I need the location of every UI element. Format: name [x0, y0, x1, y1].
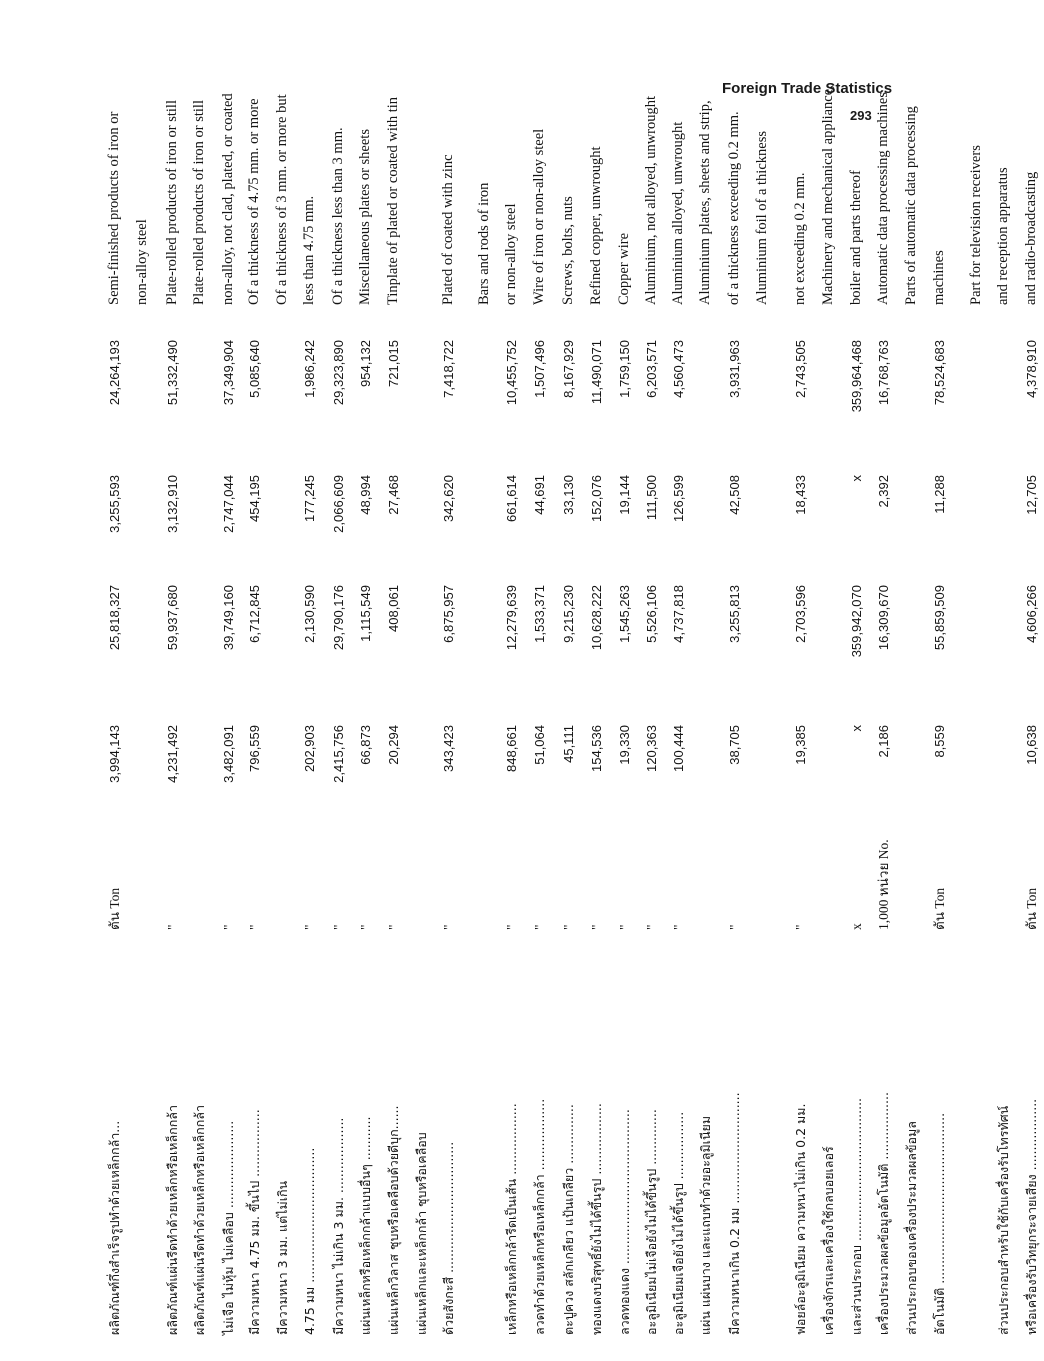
value-2001: 59,937,680 — [165, 585, 180, 651]
quantity-2001: 3,482,091 — [221, 725, 236, 783]
english-description: Automatic data processing machines — [875, 91, 891, 305]
thai-description: แผ่นเหล็กหรือเหล็กกล้าแบบอื่นๆ ........... — [358, 1116, 373, 1335]
quantity-2001: 154,536 — [589, 725, 604, 772]
value-2002: 7,418,722 — [441, 340, 456, 398]
quantity-2002: 2,066,609 — [331, 475, 346, 533]
english-description: Machinery and mechanical appliance, — [820, 85, 836, 305]
thai-description: ส่วนประกอบสำหรับใช้กับเครื่องรับโทรทัศน์ — [996, 1105, 1011, 1335]
quantity-2002: 33,130 — [561, 475, 576, 515]
quantity-2002: 111,500 — [644, 475, 659, 521]
value-2001: 29,790,176 — [331, 585, 346, 651]
value-2002: 37,349,904 — [221, 340, 236, 406]
table-row — [187, 100, 212, 1335]
quantity-2001: 343,423 — [441, 725, 456, 772]
quantity-2001: 66,873 — [358, 725, 373, 765]
thai-description: ด้วยสังกะสี ................................. — [441, 1141, 456, 1335]
table-row — [102, 111, 127, 1335]
value-2002: 10,455,752 — [504, 340, 519, 406]
quantity-2001: 45,111 — [561, 725, 576, 763]
unit-cell: ตัน Ton — [932, 887, 947, 930]
value-2002: 51,332,490 — [165, 340, 180, 406]
thai-description: และส่วนประกอบ .................................... — [849, 1097, 864, 1335]
thai-description: แผ่น แผ่นบาง และแถบทำด้วยอะลูมิเนียม — [698, 1115, 713, 1335]
thai-description: ลวดทองแดง ....................................... — [617, 1109, 632, 1335]
table-row — [499, 140, 524, 1335]
table-row — [527, 128, 552, 1335]
table-row — [353, 129, 378, 1335]
table-row — [991, 140, 1016, 1335]
table-row — [409, 140, 434, 1335]
value-2001: 6,875,957 — [441, 585, 456, 643]
table-row — [871, 91, 896, 1335]
english-description: non-alloy, not clad, plated, or coated — [220, 93, 236, 305]
unit-cell: " — [386, 924, 401, 930]
quantity-2002: 177,245 — [302, 475, 317, 522]
english-description: machines — [931, 250, 947, 305]
value-2002: 359,964,468 — [849, 340, 864, 413]
english-description: Semi-finished products of iron or — [106, 111, 122, 305]
thai-description: มีความหนาเกิน 0.2 มม ............................ — [727, 1092, 742, 1335]
quantity-2002: 12,705 — [1024, 475, 1039, 515]
value-2002: 3,931,963 — [727, 340, 742, 398]
english-description: of a thickness exceeding 0.2 mm. — [726, 111, 742, 305]
value-2001: 25,818,327 — [107, 585, 122, 651]
thai-description: ผลิตภัณฑ์กึ่งสำเร็จรูปทำด้วยเหล็กกล้า... — [107, 1120, 122, 1335]
english-description: and reception apparatus — [995, 167, 1011, 305]
quantity-2001: 202,903 — [302, 725, 317, 772]
unit-cell: " — [358, 924, 373, 930]
quantity-2002: 454,195 — [247, 475, 262, 522]
table-row — [927, 140, 952, 1335]
table-row — [750, 131, 775, 1335]
unit-cell: 1,000 หน่วย No. — [876, 839, 891, 930]
english-description: Of a thickness less than 3 mm. — [330, 127, 346, 305]
table-row — [270, 94, 295, 1335]
quantity-2001: 2,186 — [876, 725, 891, 758]
value-2002: 2,743,505 — [793, 340, 808, 398]
thai-description: เหล็กหรือเหล็กกล้ารีดเป็นเส้น .................. — [504, 1103, 519, 1335]
thai-description: ส่วนประกอบของเครื่องประมวลผลข้อมูล — [904, 1121, 919, 1335]
english-description: less than 4.75 mm. — [301, 195, 317, 305]
value-2001: 55,859,509 — [932, 585, 947, 651]
value-2001: 9,215,230 — [561, 585, 576, 643]
quantity-2001: 19,385 — [793, 725, 808, 765]
unit-cell: " — [504, 924, 519, 930]
unit-cell: " — [331, 924, 346, 930]
quantity-2001: 3,994,143 — [107, 725, 122, 783]
english-description: Copper wire — [616, 232, 632, 305]
english-description: and radio-broadcasting — [1023, 171, 1039, 305]
value-2001: 12,279,639 — [504, 585, 519, 651]
page-number: 293 — [850, 108, 872, 123]
thai-description: อัตโนมัติ ........................................... — [932, 1112, 947, 1335]
table-row — [297, 140, 322, 1335]
value-2002: 11,490,071 — [589, 340, 604, 405]
quantity-2002: 661,614 — [504, 475, 519, 522]
unit-cell: " — [671, 924, 686, 930]
thai-description: ตะปูควง สลักเกลียว แป้นเกลียว ............... — [561, 1104, 576, 1335]
english-description: Aluminium plates, sheets and strip, — [697, 100, 713, 305]
value-2002: 1,986,242 — [302, 340, 317, 398]
quantity-2002: 44,691 — [532, 475, 547, 515]
value-2002: 6,203,571 — [644, 340, 659, 398]
value-2001: 4,606,266 — [1024, 585, 1039, 643]
unit-cell: " — [617, 924, 632, 930]
quantity-2002: 2,392 — [876, 475, 891, 508]
table-row — [216, 93, 241, 1335]
thai-description: ลวดทำด้วยเหล็กหรือเหล็กกล้า .................. — [532, 1098, 547, 1335]
quantity-2001: 120,363 — [644, 725, 659, 772]
quantity-2001: 2,415,756 — [331, 725, 346, 783]
english-description: Plate-rolled products of iron or still — [164, 100, 180, 305]
english-description: boiler and parts thereof — [848, 170, 864, 305]
table-row — [844, 140, 869, 1335]
value-2002: 4,378,910 — [1024, 340, 1039, 398]
value-2002: 1,759,150 — [617, 340, 632, 398]
thai-description: ไม่เจือ ไม่หุ้ม ไม่เคลือบ ...................... — [221, 1120, 236, 1335]
table-row — [722, 111, 747, 1335]
unit-cell: " — [302, 924, 317, 930]
unit-cell: " — [727, 924, 742, 930]
thai-description: มีความหนา ไม่เกิน 3 มม. ................... — [331, 1117, 346, 1335]
value-2001: 359,942,070 — [849, 585, 864, 658]
table-row — [381, 96, 406, 1335]
unit-cell: " — [793, 924, 808, 930]
value-2001: 408,061 — [386, 585, 401, 632]
table-row — [612, 140, 637, 1335]
value-2002: 5,085,640 — [247, 340, 262, 398]
thai-description: มีความหนา 4.75 มม. ขึ้นไป ................. — [247, 1109, 262, 1335]
table-row — [436, 140, 461, 1335]
table-row — [130, 140, 155, 1335]
table-row — [556, 140, 581, 1335]
quantity-2002: 126,599 — [671, 475, 686, 522]
english-description: Bars and rods of iron — [476, 182, 492, 305]
quantity-2002: 3,255,593 — [107, 475, 122, 533]
english-description: Of a thickness of 4.75 mm. or more — [246, 98, 262, 305]
thai-description: แผ่นเหล็กและเหล็กกล้า ชุบหรือเคลือบ — [414, 1132, 429, 1335]
unit-cell: ตัน Ton — [1024, 887, 1039, 930]
unit-cell: " — [561, 924, 576, 930]
value-2002: 1,507,496 — [532, 340, 547, 398]
unit-cell: " — [165, 924, 180, 930]
thai-description: มีความหนา 3 มม. แต่ไม่เกิน — [275, 1180, 290, 1335]
english-description: Aluminium foil of a thickness — [754, 131, 770, 305]
table-row — [899, 106, 924, 1335]
english-description: Of a thickness of 3 mm. or more but — [274, 94, 290, 305]
unit-cell: " — [441, 924, 456, 930]
quantity-2001: 19,330 — [617, 725, 632, 765]
quantity-2002: 3,132,910 — [165, 475, 180, 533]
table-row — [788, 140, 813, 1335]
value-2002: 8,167,929 — [561, 340, 576, 398]
quantity-2001: 8,559 — [932, 725, 947, 758]
thai-description: ผลิตภัณฑ์แผ่นรีดทำด้วยเหล็กหรือเหล็กกล้า — [165, 1105, 180, 1335]
value-2002: 16,768,763 — [876, 340, 891, 406]
thai-description: อะลูมิเนียมไม่เจือยังไม่ได้ขึ้นรูป .............. — [644, 1109, 659, 1335]
value-2002: 78,524,683 — [932, 340, 947, 406]
english-description: not exceeding 0.2 mm. — [792, 172, 808, 305]
unit-cell: " — [644, 924, 659, 930]
value-2002: 4,560,473 — [671, 340, 686, 398]
thai-description: เครื่องประมวลผลข้อมูลอัตโนมัติ ................. — [876, 1092, 891, 1335]
english-description: or non-alloy steel — [503, 203, 519, 305]
table-row — [816, 85, 841, 1335]
quantity-2002: 342,620 — [441, 475, 456, 522]
quantity-2002: x — [849, 475, 864, 482]
table-row — [242, 98, 267, 1335]
unit-cell: x — [849, 923, 864, 930]
quantity-2002: 42,508 — [727, 475, 742, 515]
unit-cell: " — [221, 924, 236, 930]
value-2002: 29,323,890 — [331, 340, 346, 406]
table-row — [160, 100, 185, 1335]
table-row — [666, 121, 691, 1335]
value-2001: 1,115,549 — [358, 585, 373, 642]
thai-description: 4.75 มม .................................. — [302, 1147, 317, 1335]
unit-cell: ตัน Ton — [107, 887, 122, 930]
english-description: Parts of automatic data processing — [903, 106, 919, 305]
english-description: Refined copper, unwrought — [588, 146, 604, 305]
quantity-2002: 27,468 — [386, 475, 401, 515]
value-2001: 2,130,590 — [302, 585, 317, 643]
value-2001: 4,737,818 — [671, 585, 686, 643]
value-2001: 10,628,222 — [589, 585, 604, 651]
quantity-2001: 4,231,492 — [165, 725, 180, 783]
quantity-2002: 19,144 — [617, 475, 632, 515]
running-header-title: Foreign Trade Statistics — [722, 80, 893, 97]
quantity-2002: 2,747,044 — [221, 475, 236, 533]
thai-description: อะลูมิเนียมเจือยังไม่ได้ขึ้นรูป ................. — [671, 1111, 686, 1335]
quantity-2001: 38,705 — [727, 725, 742, 765]
quantity-2001: 100,444 — [671, 725, 686, 772]
quantity-2002: 48,994 — [358, 475, 373, 515]
english-description: Tinplate of plated or coated with tin — [385, 96, 401, 305]
quantity-2002: 152,076 — [589, 475, 604, 522]
value-2002: 954,132 — [358, 340, 373, 387]
thai-description: ผลิตภัณฑ์แผ่นรีดทำด้วยเหล็กหรือเหล็กกล้า — [192, 1105, 207, 1335]
value-2001: 3,255,813 — [727, 585, 742, 643]
english-description: Part for television receivers — [968, 145, 984, 305]
quantity-2001: 51,064 — [532, 725, 547, 765]
quantity-2001: 796,559 — [247, 725, 262, 772]
english-description: Screws, bolts, nuts — [560, 196, 576, 305]
quantity-2001: 20,294 — [386, 725, 401, 765]
quantity-2002: 18,433 — [793, 475, 808, 515]
quantity-2002: 11,288 — [932, 475, 947, 514]
english-description: Aluminium alloyed, unwrought — [670, 121, 686, 305]
english-description: Plate-rolled products of iron or still — [191, 100, 207, 305]
value-2001: 1,545,263 — [617, 585, 632, 643]
value-2001: 39,749,160 — [221, 585, 236, 651]
table-row — [326, 127, 351, 1335]
unit-cell: " — [247, 924, 262, 930]
quantity-2001: x — [849, 725, 864, 732]
table-row — [1019, 140, 1044, 1335]
table-row — [639, 95, 664, 1335]
value-2001: 2,703,596 — [793, 585, 808, 643]
english-description: Plated of coated with zinc — [440, 154, 456, 305]
unit-cell: " — [532, 924, 547, 930]
thai-description: ทองแดงบริสุทธิ์ยังไม่ได้ขึ้นรูป .................. — [589, 1103, 604, 1335]
value-2001: 5,526,106 — [644, 585, 659, 643]
english-description: non-alloy steel — [134, 219, 150, 305]
value-2001: 1,533,371 — [532, 585, 547, 643]
quantity-2001: 10,638 — [1024, 725, 1039, 765]
thai-description: ฟอยล์อะลูมิเนียม ความหนาไม่เกิน 0.2 มม. — [793, 1103, 808, 1335]
table-row — [964, 140, 989, 1335]
english-description: Miscellaneous plates or sheets — [357, 129, 373, 305]
unit-cell: " — [589, 924, 604, 930]
value-2002: 721,015 — [386, 340, 401, 387]
value-2002: 24,264,193 — [107, 340, 122, 406]
english-description: Aluminium, not alloyed, unwrought — [643, 95, 659, 305]
english-description: Wire of iron or non-alloy steel — [531, 128, 547, 305]
table-row — [472, 140, 497, 1335]
thai-description: เครื่องจักรและเครื่องใช้กลบอยเลอร์ — [821, 1146, 836, 1335]
value-2001: 16,309,670 — [876, 585, 891, 651]
value-2001: 6,712,845 — [247, 585, 262, 643]
thai-description: แผ่นเหล็กวิลาส ชุบหรือเคลือบด้วยดีบุก...... — [386, 1105, 401, 1335]
table-row — [584, 140, 609, 1335]
table-row — [693, 100, 718, 1335]
thai-description: หรือเครื่องรับวิทยุกระจายเสียง .................. — [1024, 1098, 1039, 1335]
quantity-2001: 848,661 — [504, 725, 519, 772]
